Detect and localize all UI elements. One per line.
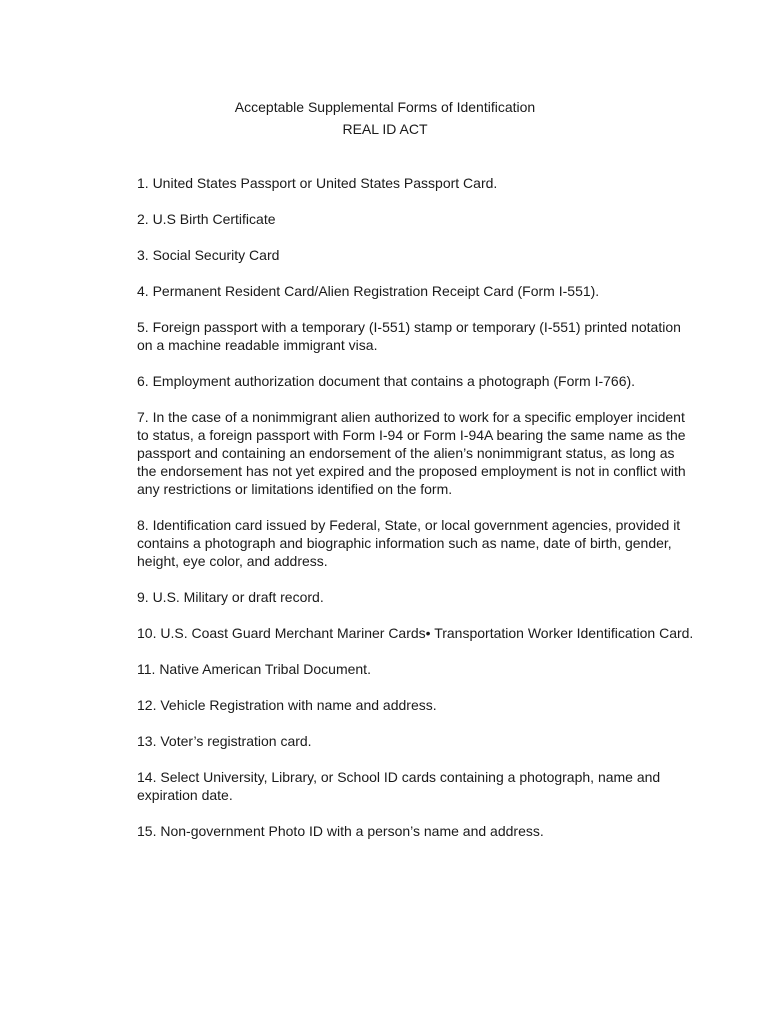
list-item-13: 13. Voter’s registration card.	[137, 733, 312, 749]
list-item-10: 10. U.S. Coast Guard Merchant Mariner Cards• Transportation Worker Identification Card.	[137, 625, 694, 641]
list-item-15: 15. Non-government Photo ID with a person’s name and address.	[137, 823, 544, 839]
page-subtitle: REAL ID ACT	[342, 121, 428, 137]
list-item-14: 14. Select University, Library, or School ID cards containing a photograph, name and expiration date.	[137, 769, 661, 803]
list-item-2: 2. U.S Birth Certificate	[137, 211, 276, 227]
list-item-7: 7. In the case of a nonimmigrant alien authorized to work for a specific employer incident to status, a foreign passport with Form I-94 or Form I-94A bearing the same name as the passport and containing an endorsement of the alien’s nonimmigrant status, as long as the endorsement has not yet expired and the proposed employment is not in conflict with any restrictions or limitations identified on the form.	[137, 409, 686, 497]
list-item-11: 11. Native American Tribal Document.	[137, 661, 371, 677]
page-title: Acceptable Supplemental Forms of Identification	[234, 99, 536, 115]
list-item-9: 9. U.S. Military or draft record.	[137, 589, 324, 605]
list-item-1: 1. United States Passport or United States Passport Card.	[137, 175, 498, 191]
list-item-4: 4. Permanent Resident Card/Alien Registration Receipt Card (Form I-551).	[137, 283, 600, 299]
list-item-3: 3. Social Security Card	[137, 247, 280, 263]
title-block	[0, 96, 770, 140]
list-item-6: 6. Employment authorization document that contains a photograph (Form I-766).	[137, 373, 636, 389]
list-item-5: 5. Foreign passport with a temporary (I-551) stamp or temporary (I-551) printed notation on a machine readable immigrant visa.	[137, 319, 681, 353]
list-item-8: 8. Identification card issued by Federal, State, or local government agencies, provided it contains a photograph and biographic information such as name, date of birth, gender, height, eye color, and address.	[137, 517, 681, 569]
list-item-12: 12. Vehicle Registration with name and address.	[137, 697, 437, 713]
id-forms-list	[137, 174, 697, 858]
